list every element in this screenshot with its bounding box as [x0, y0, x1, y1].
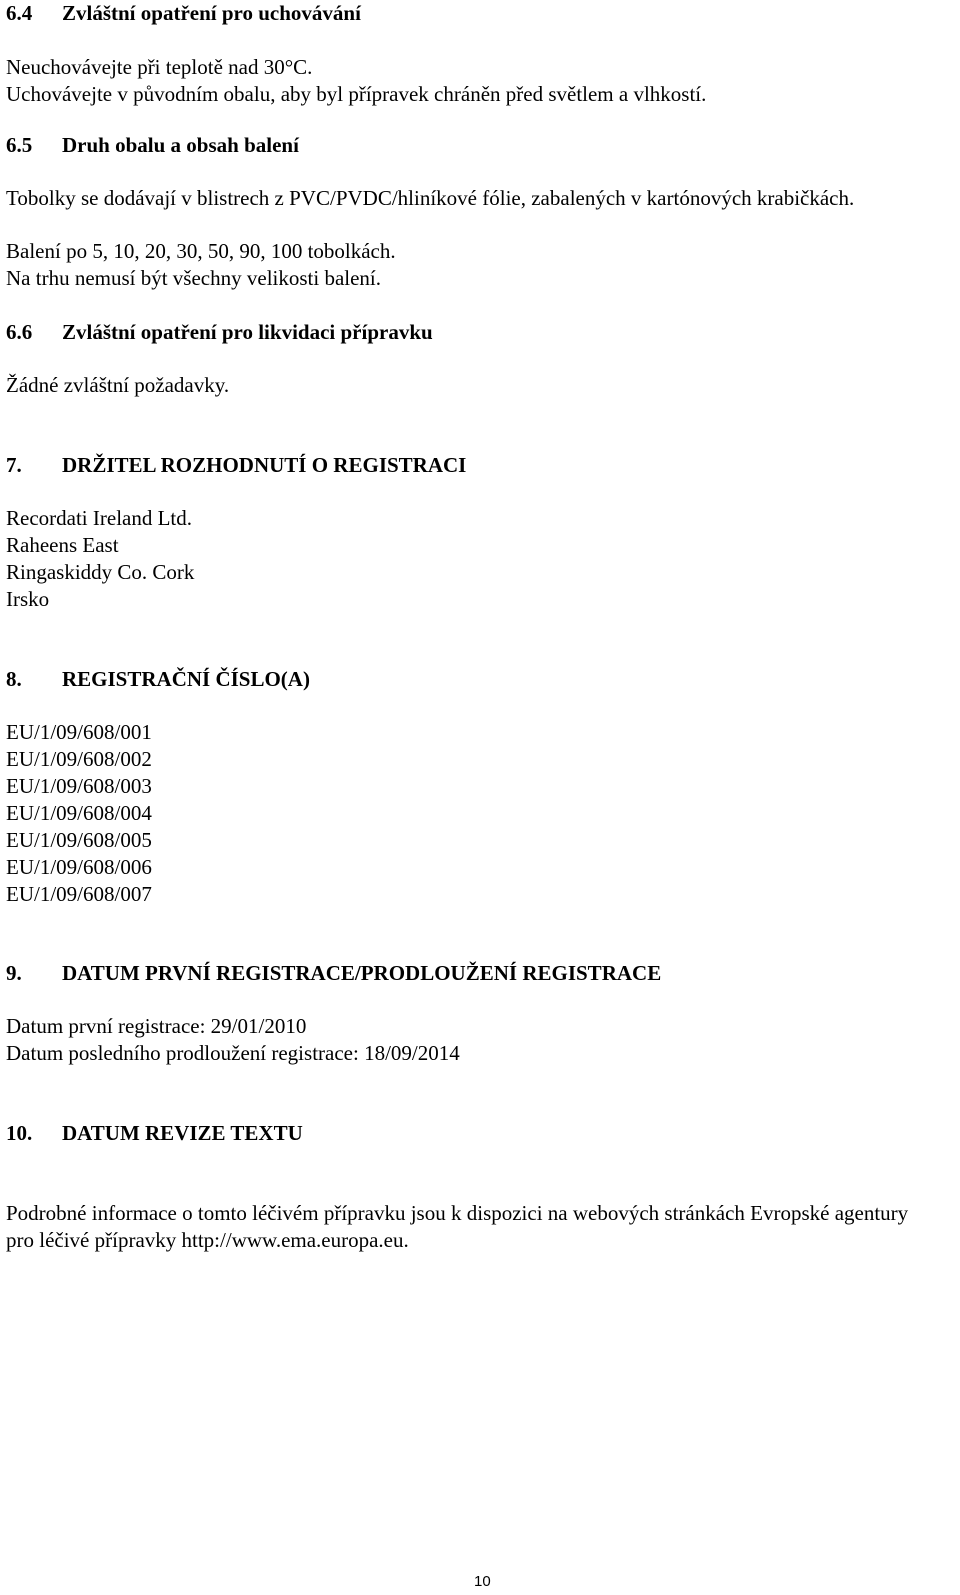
section-heading-10 — [6, 1120, 303, 1147]
section-number: 6.4 — [6, 1, 33, 25]
section-number: 8. — [6, 667, 22, 691]
section-heading-6-5 — [6, 132, 299, 159]
text-line: Balení po 5, 10, 20, 30, 50, 90, 100 tobolkách. — [6, 239, 396, 263]
section-heading-8 — [6, 666, 310, 693]
registration-number: EU/1/09/608/004 — [6, 801, 152, 825]
date-line: Datum první registrace: 29/01/2010 — [6, 1014, 307, 1038]
section-title: DATUM REVIZE TEXTU — [62, 1121, 303, 1145]
text-line: Na trhu nemusí být všechny velikosti balení. — [6, 266, 382, 290]
section-title: DRŽITEL ROZHODNUTÍ O REGISTRACI — [62, 453, 467, 477]
section-title: REGISTRAČNÍ ČÍSLO(A) — [62, 667, 310, 691]
registration-number: EU/1/09/608/005 — [6, 828, 152, 852]
section-heading-9 — [6, 960, 661, 987]
date-line: Datum posledního prodloužení registrace: 18/09/2014 — [6, 1041, 460, 1065]
address-line: Raheens East — [6, 533, 119, 557]
page-number: 10 — [474, 1573, 491, 1590]
packaging-text: Tobolky se dodávají v blistrech z PVC/PVDC/hliníkové fólie, zabalených v kartónových krabičkách. — [6, 186, 855, 210]
registration-number: EU/1/09/608/002 — [6, 747, 152, 771]
section-heading-7 — [6, 452, 466, 479]
section-number: 6.5 — [6, 133, 33, 157]
section-number: 7. — [6, 453, 22, 477]
section-number: 9. — [6, 961, 22, 985]
section-title: DATUM PRVNÍ REGISTRACE/PRODLOUŽENÍ REGISTRACE — [62, 961, 662, 985]
section-title: Druh obalu a obsah balení — [62, 133, 299, 157]
address-line: Ringaskiddy Co. Cork — [6, 560, 195, 584]
registration-dates — [6, 1013, 460, 1067]
holder-address — [6, 505, 194, 613]
section-heading-6-4 — [6, 0, 361, 27]
section-heading-6-6 — [6, 319, 433, 346]
text-line: Uchovávejte v původním obalu, aby byl přípravek chráněn před světlem a vlhkostí. — [6, 82, 707, 106]
registration-number: EU/1/09/608/006 — [6, 855, 152, 879]
address-line: Recordati Ireland Ltd. — [6, 506, 193, 530]
disposal-text: Žádné zvláštní požadavky. — [6, 373, 230, 397]
section-number: 6.6 — [6, 320, 33, 344]
revision-text: Podrobné informace o tomto léčivém přípravku jsou k dispozici na webových stránkách Evropské agentury pro léčivé přípravky http://www.ema.europa.eu. — [6, 1201, 909, 1252]
storage-text — [6, 54, 706, 108]
registration-number: EU/1/09/608/007 — [6, 882, 152, 906]
address-line: Irsko — [6, 587, 50, 611]
section-title: Zvláštní opatření pro likvidaci přípravku — [62, 320, 433, 344]
section-title: Zvláštní opatření pro uchovávání — [62, 1, 361, 25]
registration-number: EU/1/09/608/001 — [6, 720, 152, 744]
text-line: Neuchovávejte při teplotě nad 30°C. — [6, 55, 313, 79]
registration-number: EU/1/09/608/003 — [6, 774, 152, 798]
pack-sizes-text — [6, 238, 396, 292]
registration-numbers — [6, 719, 152, 908]
section-number: 10. — [6, 1121, 33, 1145]
